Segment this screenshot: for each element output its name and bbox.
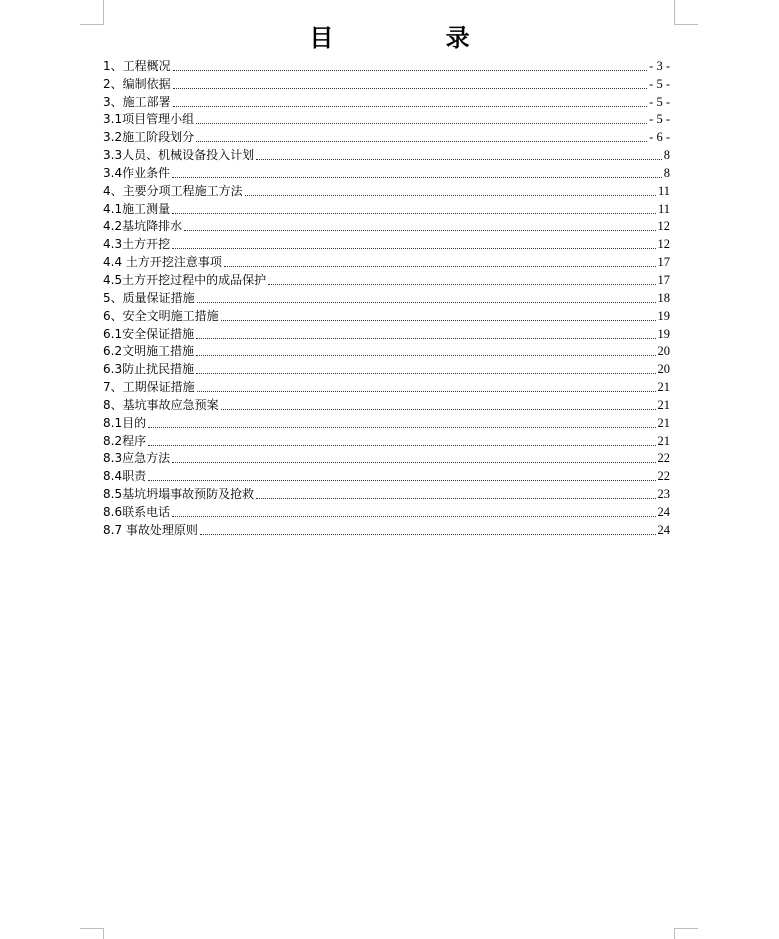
toc-dot-leader — [256, 497, 655, 499]
toc-entry-label: 3.1项目管理小组 — [103, 112, 195, 127]
toc-dot-leader — [184, 229, 655, 231]
toc-entry-page-number: - 5 - — [649, 94, 670, 109]
toc-entry-label: 3.3人员、机械设备投入计划 — [103, 148, 255, 163]
toc-entry[interactable] — [103, 502, 670, 520]
crop-mark-bottom-left — [103, 928, 104, 939]
toc-entry-page-number: - 3 - — [649, 58, 670, 73]
toc-dot-leader — [172, 247, 655, 249]
crop-mark-bottom-right — [674, 928, 675, 939]
toc-entry-page-number: - 5 - — [649, 76, 670, 91]
toc-entry-label: 8.3应急方法 — [103, 451, 171, 466]
toc-title: 目 录 — [309, 24, 522, 52]
toc-dot-leader — [172, 461, 655, 463]
toc-entry-page-number: 12 — [657, 219, 670, 234]
toc-entry-page-number: 19 — [657, 326, 670, 341]
toc-entry-page-number: 20 — [657, 362, 670, 377]
toc-entry[interactable] — [103, 359, 670, 377]
crop-mark-top-left — [103, 0, 104, 24]
toc-entry-label: 1、工程概况 — [103, 58, 171, 73]
toc-entry[interactable] — [103, 520, 670, 538]
toc-dot-leader — [148, 426, 655, 428]
toc-dot-leader — [172, 212, 656, 214]
toc-entry-page-number: 11 — [657, 201, 670, 216]
toc-dot-leader — [268, 283, 655, 285]
toc-entry[interactable] — [103, 270, 670, 288]
toc-entry[interactable] — [103, 288, 670, 306]
toc-entry-page-number: 8 — [663, 165, 670, 180]
toc-dot-leader — [148, 479, 655, 481]
toc-dot-leader — [197, 301, 656, 303]
toc-entry-label: 7、工期保证措施 — [103, 380, 195, 395]
toc-dot-leader — [172, 515, 655, 517]
toc-entry-label: 8.2程序 — [103, 433, 147, 448]
toc-entry-page-number: 20 — [657, 344, 670, 359]
toc-dot-leader — [221, 408, 656, 410]
toc-dot-leader — [196, 122, 647, 124]
toc-entry[interactable] — [103, 413, 670, 431]
toc-entry-label: 4、主要分项工程施工方法 — [103, 183, 243, 198]
toc-entry[interactable] — [103, 431, 670, 449]
toc-entry-label: 3.4作业条件 — [103, 165, 171, 180]
toc-dot-leader — [256, 158, 662, 160]
toc-dot-leader — [196, 337, 655, 339]
toc-entry-page-number: 8 — [663, 148, 670, 163]
toc-entry[interactable] — [103, 306, 670, 324]
toc-entry-page-number: 19 — [657, 308, 670, 323]
toc-entry-page-number: 23 — [657, 487, 670, 502]
toc-entry-page-number: 21 — [657, 380, 670, 395]
toc-dot-leader — [221, 319, 656, 321]
toc-entry[interactable] — [103, 252, 670, 270]
toc-entry-page-number: 12 — [657, 237, 670, 252]
toc-dot-leader — [196, 140, 647, 142]
crop-mark-bottom-right — [674, 928, 698, 929]
toc-entry-page-number: 22 — [657, 451, 670, 466]
toc-entry-label: 8.6联系电话 — [103, 504, 171, 519]
toc-dot-leader — [173, 105, 648, 107]
toc-entry-page-number: 22 — [657, 469, 670, 484]
toc-entry-label: 8.7 事故处理原则 — [103, 522, 198, 537]
toc-entry-page-number: 17 — [657, 255, 670, 270]
toc-entry[interactable] — [103, 92, 670, 110]
toc-entry-label: 5、质量保证措施 — [103, 290, 195, 305]
toc-entry-label: 8.4职责 — [103, 469, 147, 484]
toc-entry-page-number: - 5 - — [649, 112, 670, 127]
toc-entry-label: 6.2文明施工措施 — [103, 344, 195, 359]
toc-entry-page-number: 21 — [657, 415, 670, 430]
toc-entry-label: 6、安全文明施工措施 — [103, 308, 219, 323]
toc-entry[interactable] — [103, 234, 670, 252]
toc-entry-label: 8.1目的 — [103, 415, 147, 430]
toc-entry[interactable] — [103, 145, 670, 163]
toc-entry[interactable] — [103, 110, 670, 128]
toc-entry-label: 6.3防止扰民措施 — [103, 362, 195, 377]
toc-entry[interactable] — [103, 74, 670, 92]
toc-entry-page-number: 11 — [657, 183, 670, 198]
crop-mark-top-right — [674, 0, 675, 24]
toc-entry[interactable] — [103, 181, 670, 199]
toc-entry-label: 4.3土方开挖 — [103, 237, 171, 252]
toc-dot-leader — [196, 372, 655, 374]
toc-dot-leader — [197, 390, 656, 392]
toc-entry-label: 8.5基坑坍塌事故预防及抢救 — [103, 487, 255, 502]
toc-entry-label: 8、基坑事故应急预案 — [103, 397, 219, 412]
toc-entry[interactable] — [103, 484, 670, 502]
toc-entry-label: 3.2施工阶段划分 — [103, 130, 195, 145]
crop-mark-bottom-left — [80, 928, 104, 929]
toc-entry[interactable] — [103, 324, 670, 342]
toc-entry-label: 2、编制依据 — [103, 76, 171, 91]
toc-entry[interactable] — [103, 163, 670, 181]
toc-dot-leader — [224, 265, 656, 267]
toc-dot-leader — [200, 533, 656, 535]
toc-entry-page-number: 17 — [657, 272, 670, 287]
toc-entry[interactable] — [103, 127, 670, 145]
toc-entry-label: 4.1施工测量 — [103, 201, 171, 216]
toc-entry[interactable] — [103, 342, 670, 360]
toc-entry-label: 4.4 土方开挖注意事项 — [103, 255, 222, 270]
toc-dot-leader — [245, 194, 656, 196]
toc-dot-leader — [196, 354, 655, 356]
toc-entry-page-number: 21 — [657, 397, 670, 412]
toc-entry-page-number: 24 — [657, 522, 670, 537]
toc-entry-page-number: 18 — [657, 290, 670, 305]
toc-entry-label: 4.5土方开挖过程中的成品保护 — [103, 272, 267, 287]
toc-entry[interactable] — [103, 199, 670, 217]
toc-entry[interactable] — [103, 466, 670, 484]
toc-dot-leader — [173, 87, 648, 89]
toc-entry-label: 4.2基坑降排水 — [103, 219, 183, 234]
toc-entry-page-number: 24 — [657, 504, 670, 519]
toc-entry[interactable] — [103, 395, 670, 413]
toc-entry-page-number: - 6 - — [649, 130, 670, 145]
toc-entry-label: 6.1安全保证措施 — [103, 326, 195, 341]
toc-entry[interactable] — [103, 217, 670, 235]
toc-entry[interactable] — [103, 377, 670, 395]
table-of-contents — [103, 56, 670, 538]
toc-entry[interactable] — [103, 56, 670, 74]
toc-dot-leader — [148, 444, 655, 446]
toc-dot-leader — [172, 176, 662, 178]
toc-entry-page-number: 21 — [657, 433, 670, 448]
toc-dot-leader — [173, 69, 648, 71]
toc-entry-label: 3、施工部署 — [103, 94, 171, 109]
toc-entry[interactable] — [103, 449, 670, 467]
